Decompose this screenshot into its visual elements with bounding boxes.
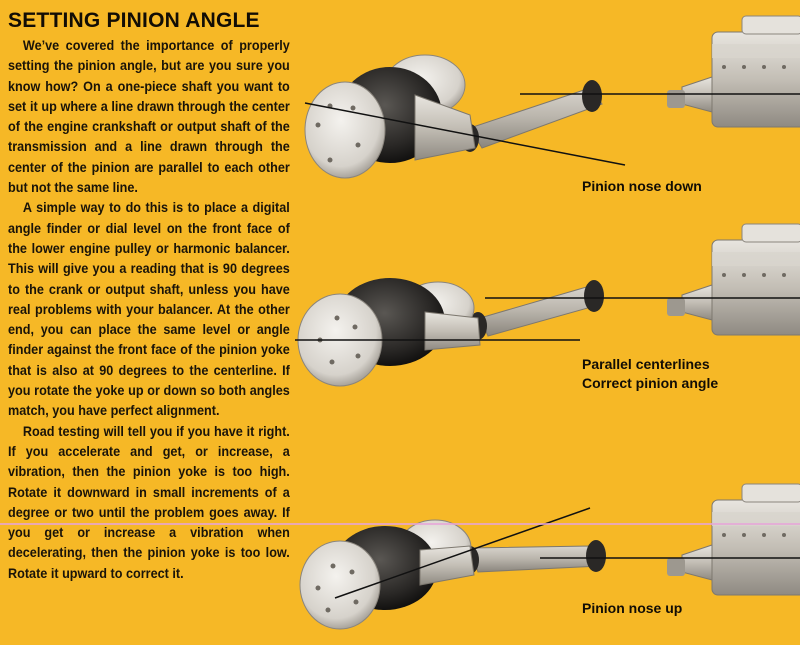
caption-parallel-line1: Parallel centerlines — [582, 356, 710, 372]
paragraph-3: Road testing will tell you if you have it right. If you accelerate and get, or increase, a vibration, then the pinion yoke is too high. Rotate it downward in small increments of a degree or two until the problem goes away. If you get or increase a vibration when decelerating, then the pinion yoke is too low. Rotate it upward to correct it. — [8, 423, 290, 581]
caption-parallel-line2: Correct pinion angle — [582, 375, 719, 391]
paragraph-2: A simple way to do this is to place a digital angle finder or dial level on the front face of the lower engine pulley or harmonic balancer. This will give you a reading that is 90 degrees to the crank or output shaft, unless you have real problems with your balancer. At the other end, you can place the same level or angle finder against the front face of the pinion yoke that is also at 90 degrees to the centerline. If you rotate the yoke up or down so both angles match, you have perfect alignment. — [8, 200, 290, 419]
diagram-pinion-nose-down — [305, 16, 800, 178]
caption-nose-down-line1: Pinion nose down — [582, 178, 702, 194]
paragraph-1: We’ve covered the importance of properly setting the pinion angle, but are you sure you know how? On a one-piece shaft you want to set it up where a line drawn through the center of the engine crankshaft or output shaft of the transmission and a line drawn through the center of the pinion are parallel to each other but not the same line. — [8, 38, 290, 196]
caption-nose-up-line1: Pinion nose up — [582, 600, 683, 616]
article-text — [8, 8, 290, 584]
diagram-parallel-centerlines — [295, 224, 800, 386]
caption-nose-down — [582, 177, 702, 196]
diagram-pinion-nose-up — [300, 484, 800, 629]
article-title: SETTING PINION ANGLE — [8, 9, 260, 32]
caption-parallel — [582, 355, 718, 393]
caption-nose-up — [582, 599, 682, 618]
